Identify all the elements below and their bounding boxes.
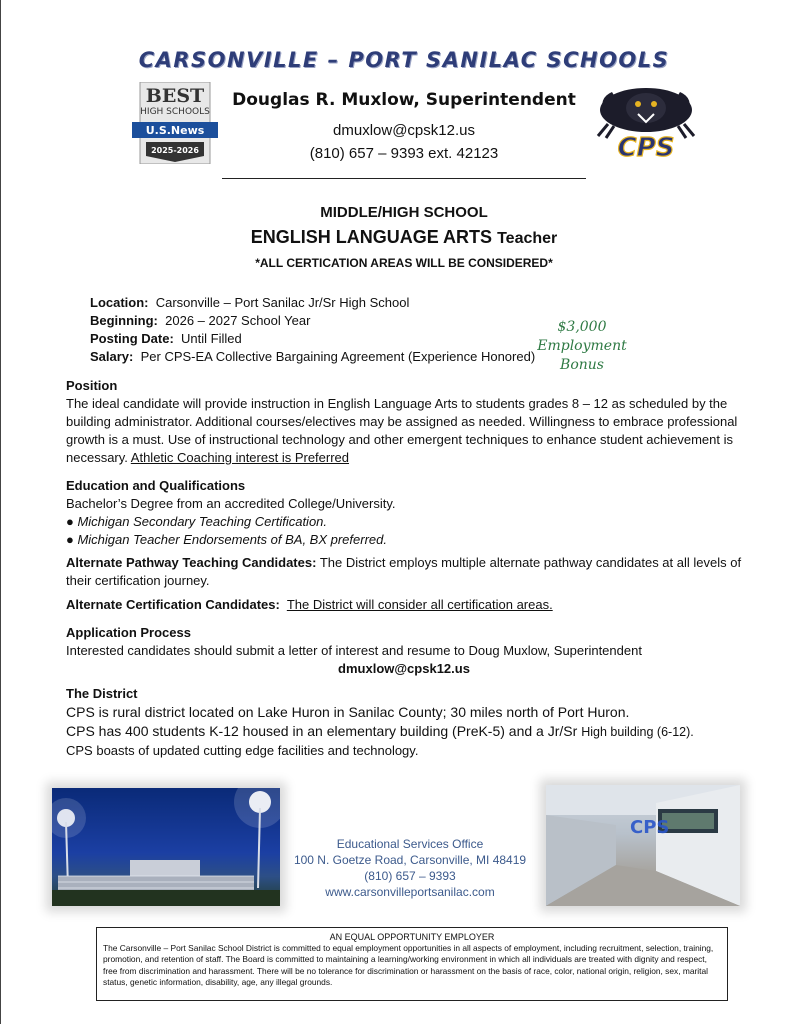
cps-logo-text: CPS — [617, 133, 675, 162]
education-bullet-1-text: ● Michigan Secondary Teaching Certification. — [66, 514, 328, 529]
beginning-row — [90, 312, 535, 330]
svg-text:CPS: CPS — [630, 817, 670, 838]
educational-services-office — [280, 836, 540, 900]
beginning-label: Beginning: — [90, 313, 158, 328]
application-text: Interested candidates should submit a letter of interest and resume to Doug Muxlow, Superintendent — [66, 643, 642, 658]
education-degree: Bachelor’s Degree from an accredited College/University. — [66, 496, 396, 511]
education-bullet-1 — [66, 513, 742, 531]
education-section — [66, 477, 742, 549]
education-heading: Education and Qualifications — [66, 478, 246, 493]
application-heading: Application Process — [66, 625, 191, 640]
job-title-suffix: Teacher — [497, 230, 558, 247]
location-row — [90, 294, 535, 312]
alternate-cert-text: The District will consider all certification areas. — [286, 597, 553, 612]
equal-opportunity-box — [96, 927, 728, 1001]
job-title-main: ENGLISH LANGUAGE ARTS — [250, 227, 493, 247]
position-heading: Position — [66, 378, 118, 393]
superintendent-phone: (810) 657 – 9393 ext. 42123 — [309, 145, 499, 162]
application-section — [66, 624, 742, 678]
location-label: Location: — [90, 295, 149, 310]
salary-row — [90, 348, 535, 366]
bonus-amount: $3,000 — [557, 319, 607, 335]
alternate-cert-section — [66, 596, 742, 614]
salary-value: Per CPS-EA Collective Bargaining Agreement (Experience Honored) — [140, 349, 536, 364]
education-bullet-2 — [66, 531, 742, 549]
badge-brand-text: U.S.News — [145, 124, 205, 137]
position-body: The ideal candidate will provide instruction in English Language Arts to students grades 8 – 12 as scheduled by the building administrator. Additional courses/electives may be assigned as needed. Willingness to embrace professional growth is a must. Use of instructional technology and other emergent techniques to enhance student achievement is necessary. — [66, 396, 738, 465]
employment-bonus — [532, 318, 632, 375]
bonus-line2: Employment — [537, 338, 627, 354]
superintendent-email: dmuxlow@cpsk12.us — [333, 122, 475, 139]
district-line-1: CPS is rural district located on Lake Huron in Sanilac County; 30 miles north of Port Huron. — [66, 704, 630, 720]
posting-label: Posting Date: — [90, 331, 174, 346]
alternate-pathway-label: Alternate Pathway Teaching Candidates: — [66, 555, 317, 570]
eoe-title: AN EQUAL OPPORTUNITY EMPLOYER — [329, 932, 495, 942]
badge-years-text: 2025-2026 — [151, 146, 199, 155]
stadium-photo — [52, 788, 280, 906]
application-email: dmuxlow@cpsk12.us — [338, 661, 470, 676]
alternate-pathway-section — [66, 554, 742, 590]
posting-value: Until Filled — [181, 331, 242, 346]
office-phone: (810) 657 – 9393 — [364, 869, 456, 883]
district-line-2a: CPS has 400 students K-12 housed in an elementary building (PreK-5) and a Jr/Sr — [66, 723, 582, 739]
office-website[interactable]: www.carsonvilleportsanilac.com — [325, 885, 495, 899]
office-name: Educational Services Office — [336, 837, 484, 851]
badge-best-text: BEST — [145, 85, 205, 107]
hallway-photo — [546, 785, 740, 906]
district-line-2 — [66, 722, 742, 742]
district-heading: The District — [66, 686, 138, 701]
posting-row — [90, 330, 535, 348]
district-title: CARSONVILLE – PORT SANILAC SCHOOLS — [138, 48, 670, 72]
stadium-lights-icon — [52, 788, 280, 906]
office-address: 100 N. Goetze Road, Carsonville, MI 48419 — [293, 853, 527, 867]
eoe-text: The Carsonville – Port Sanilac School District is committed to equal employment opportunities in all aspects of employment, including recruitment, selection, training, promotion, and retention of staff. The Board is committed to maintaining a learning/working environment in which all individuals are treated with dignity and respect, free from discrimination and harassment. There will be no tolerance for discrimination or harassment on the basis of race, color, national origin, religion, sex, marital status, genetic information, disability, age, any illegal grounds. — [103, 943, 714, 988]
job-title — [0, 227, 808, 248]
salary-label: Salary: — [90, 349, 134, 364]
certification-note: *ALL CERTICATION AREAS WILL BE CONSIDERED* — [255, 256, 553, 270]
header-divider — [222, 178, 586, 179]
superintendent-name: Douglas R. Muxlow, Superintendent — [232, 90, 576, 110]
bonus-line3: Bonus — [560, 357, 604, 373]
job-level: MIDDLE/HIGH SCHOOL — [320, 204, 488, 221]
beginning-value: 2026 – 2027 School Year — [165, 313, 311, 328]
district-line-3: CPS boasts of updated cutting edge facilities and technology. — [66, 743, 419, 758]
position-section — [66, 377, 742, 467]
position-text — [66, 395, 742, 467]
location-value: Carsonville – Port Sanilac Jr/Sr High School — [155, 295, 410, 310]
district-line-2b: High building (6-12). — [581, 725, 694, 739]
badge-high-schools-text: HIGH SCHOOLS — [140, 107, 210, 117]
coaching-note: Athletic Coaching interest is Preferred — [130, 450, 350, 465]
alternate-cert-label: Alternate Certification Candidates: — [66, 597, 280, 612]
hallway-interior-icon — [546, 785, 740, 906]
education-bullet-2-text: ● Michigan Teacher Endorsements of BA, BX preferred. — [66, 532, 387, 547]
alternate-pathway-text: The District employs multiple alternate pathway candidates at all levels of their certification journey. — [66, 555, 742, 588]
job-details — [90, 294, 535, 366]
district-section — [66, 685, 742, 760]
